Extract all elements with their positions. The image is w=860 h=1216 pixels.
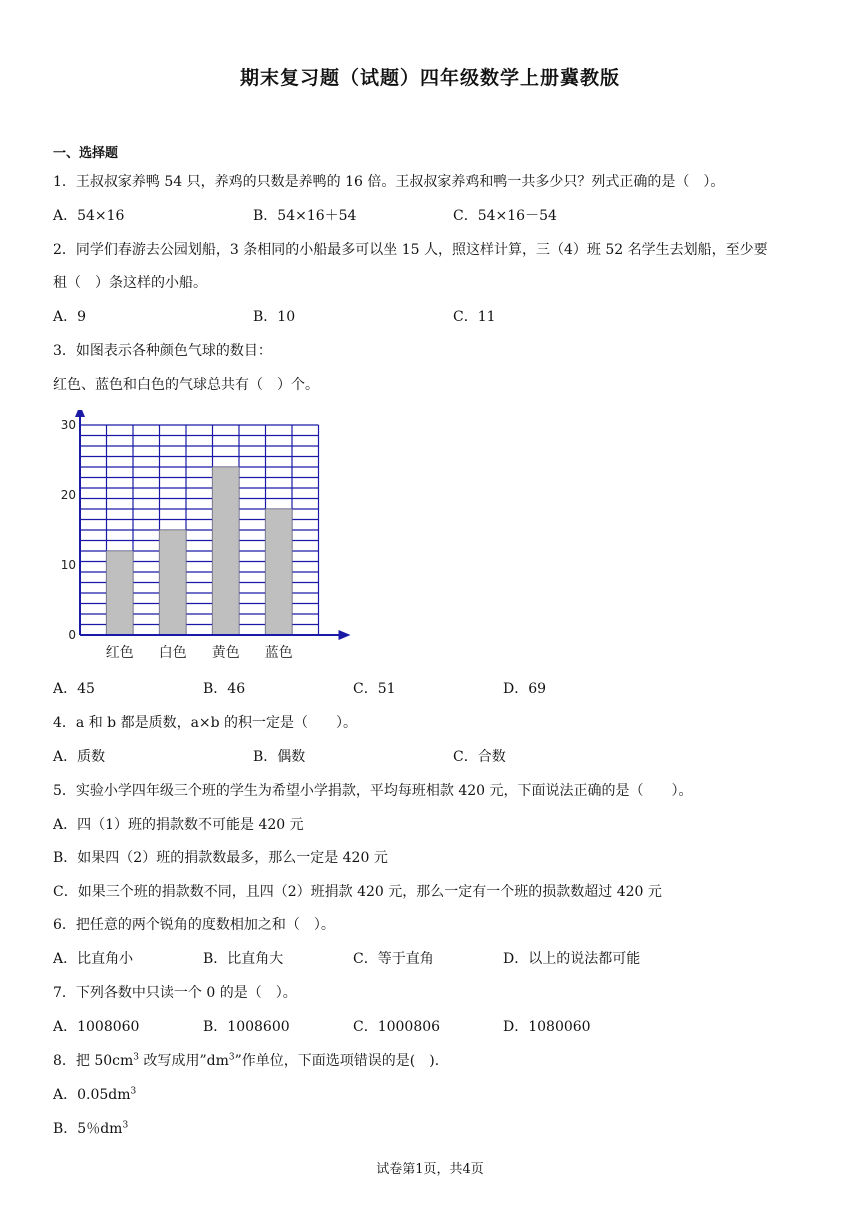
question-4-option-b: B．偶数: [253, 749, 306, 765]
question-3-option-c: C．51: [353, 681, 396, 697]
x-tick-label: 黄色: [211, 645, 240, 661]
page-footer: 试卷第1页，共4页: [376, 1162, 484, 1177]
question-3-stem-line1: 3．如图表示各种颜色气球的数目：: [53, 343, 272, 359]
question-6-option-d: D．以上的说法都可能: [503, 951, 641, 967]
question-5-option-a: A．四（1）班的捐款数不可能是 420 元: [53, 817, 304, 833]
question-6-option-a: A．比直角小: [53, 951, 134, 967]
question-7-option-a: A．1008060: [53, 1019, 140, 1035]
y-tick-label: 20: [60, 488, 76, 502]
question-6-option-c: C．等于直角: [353, 951, 434, 967]
section-heading: 一、选择题: [53, 146, 119, 161]
question-2-option-b: B．10: [253, 309, 296, 325]
question-5-option-c: C．如果三个班的捐款数不同，且四（2）班捐款 420 元，那么一定有一个班的损款数超过 420 元: [53, 884, 662, 900]
question-1-option-a: A．54×16: [53, 208, 125, 224]
question-8-stem: 8．把 $50cm^3$ 改写成用$”dm^3$”作单位，下面选项错误的是( ).: [53, 1052, 440, 1069]
question-7-stem: 7．下列各数中只读一个 0 的是（ ）。: [53, 985, 297, 1001]
bar-1: [107, 551, 134, 635]
x-tick-label: 蓝色: [264, 645, 293, 661]
bar-4: [266, 509, 293, 635]
question-4-option-c: C．合数: [453, 749, 506, 765]
question-3-option-a: A．45: [53, 681, 95, 697]
question-2-option-a: A．9: [53, 309, 87, 325]
question-5-stem: 5．实验小学四年级三个班的学生为希望小学捐款，平均每班相款 420 元，下面说法正确的是（ ）。: [53, 783, 693, 799]
x-tick-label: 白色: [158, 645, 187, 661]
page-title: 期末复习题（试题）四年级数学上册冀教版: [239, 67, 620, 89]
question-7-option-c: C．1000806: [353, 1019, 441, 1035]
chart-x-tick-labels: [106, 644, 293, 661]
question-4-stem: 4．a 和 b 都是质数，a×b 的积一定是（ ）。: [53, 715, 358, 731]
question-7-option-b: B．1008600: [203, 1019, 290, 1035]
question-6-stem: 6．把任意的两个锐角的度数相加之和（ ）。: [53, 917, 335, 933]
question-6-option-b: B．比直角大: [203, 951, 284, 967]
chart-y-tick-labels: [61, 418, 76, 642]
question-1-option-c: C．54×16－54: [453, 208, 557, 224]
question-5-option-b: B．如果四（2）班的捐款数最多，那么一定是 420 元: [53, 850, 388, 866]
y-tick-label: 0: [68, 628, 76, 642]
bar-3: [213, 467, 240, 635]
question-1-stem: 1．王叔叔家养鸭 54 只，养鸡的只数是养鸭的 16 倍。王叔叔家养鸡和鸭一共多少只？列式正确的是（ ）。: [53, 174, 725, 190]
y-tick-label: 10: [60, 558, 76, 572]
x-axis-arrow-icon: [339, 630, 351, 640]
question-2-stem-line1: 2．同学们春游去公园划船，3 条相同的小船最多可以坐 15 人，照这样计算，三（4）班 52 名学生去划船，至少要: [53, 242, 768, 258]
question-2-option-c: C．11: [453, 309, 496, 325]
question-8-option-b: B．5％$dm^3$: [53, 1120, 129, 1137]
x-tick-label: 红色: [105, 645, 134, 661]
balloon-bar-chart: [45, 410, 355, 665]
question-7-option-d: D．1080060: [503, 1019, 591, 1035]
y-tick-label: 30: [60, 418, 76, 432]
question-4-option-a: A．质数: [53, 749, 106, 765]
question-2-stem-line2: 租（ ）条这样的小船。: [53, 275, 207, 291]
question-1-option-b: B．54×16＋54: [253, 208, 357, 224]
question-8-option-a: A．$0.05dm^3$: [53, 1086, 137, 1103]
question-3-option-b: B．46: [203, 681, 246, 697]
question-3-stem-line2: 红色、蓝色和白色的气球总共有（ ）个。: [53, 377, 319, 393]
question-3-option-d: D．69: [503, 681, 547, 697]
bar-2: [160, 530, 187, 635]
y-axis-arrow-icon: [75, 410, 85, 417]
